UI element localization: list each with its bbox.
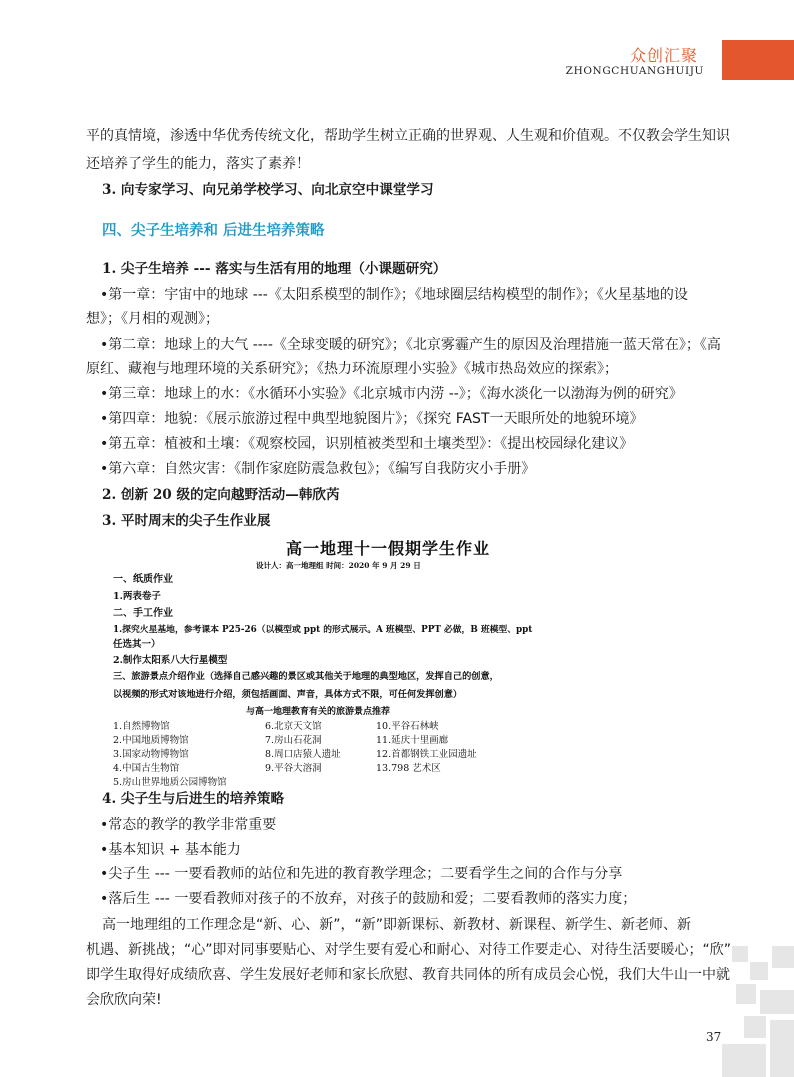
subheading-3: 3. 平时周末的尖子生作业展 bbox=[102, 513, 271, 529]
spot-3: 3.国家动物博物馆 bbox=[113, 749, 189, 760]
subheading-2: 2. 创新 20 级的定向越野活动—韩欣芮 bbox=[102, 487, 340, 503]
spot-13: 13.798 艺术区 bbox=[376, 763, 441, 774]
spot-5: 5.房山世界地质公园博物馆 bbox=[113, 777, 227, 788]
decor-square bbox=[772, 946, 794, 968]
brand-subtitle: ZHONGCHUANGHUIJU bbox=[565, 65, 704, 77]
subheading-4: 4. 尖子生与后进生的培养策略 bbox=[102, 791, 285, 807]
chapter-2-line-b: 原红、藏袍与地理环境的关系研究》；《热力环流原理小实验》《城市热岛效应的探索》； bbox=[86, 361, 618, 377]
intro-line-2: 还培养了学生的能力，落实了素养！ bbox=[86, 156, 310, 172]
spots-table-title: 与高一地理教育有关的旅游景点推荐 bbox=[246, 707, 391, 717]
decor-square bbox=[750, 962, 768, 980]
chapter-5: •第五章：植被和土壤：《观察校园，识别植被类型和土壤类型》：《提出校园绿化建议》 bbox=[100, 436, 634, 452]
chapter-2-line-a: •第二章：地球上的大气 ----《全球变暖的研究》；《北京雾霾产生的原因及治理措施一蓝天常在》；《高 bbox=[100, 337, 721, 353]
homework-title: 高一地理十一假期学生作业 bbox=[286, 539, 491, 558]
page-number: 37 bbox=[706, 1030, 722, 1044]
spot-2: 2.中国地质博物馆 bbox=[113, 735, 189, 746]
homework-item-2-2: 2.制作太阳系八大行星模型 bbox=[113, 655, 228, 666]
homework-item-2-line-a: 1.探究火星基地，参考课本 P25-26（以模型或 ppt 的形式展示。A 班模型、PPT 必做，B 班模型、ppt bbox=[113, 625, 533, 635]
strategy-bullet-2: •基本知识 + 基本能力 bbox=[100, 842, 241, 858]
spot-9: 9.平谷大溶洞 bbox=[265, 763, 322, 774]
decor-square bbox=[760, 990, 794, 1014]
intro-line-1: 平的真情境，渗透中华优秀传统文化，帮助学生树立正确的世界观、人生观和价值观。不仅教会学生知识 bbox=[86, 128, 730, 144]
spot-1: 1.自然博物馆 bbox=[113, 721, 170, 732]
closing-paragraph-line-1: 高一地理组的工作理念是“新、心、新”，“新”即新课标、新教材、新课程、新学生、新老师、新 bbox=[102, 917, 692, 933]
closing-paragraph-line-3: 即学生取得好成绩欣喜、学生发展好老师和家长欣慰、教育共同体的所有成员会心悦，我们大牛山一中就 bbox=[86, 967, 730, 983]
strategy-bullet-3: •尖子生 --- 一要看教师的站位和先进的教育教学理念；二要看学生之间的合作与分享 bbox=[100, 866, 623, 882]
homework-section-2: 二、手工作业 bbox=[113, 608, 173, 619]
homework-designer: 设计人：高一地理组 时间：2020 年 9 月 29 日 bbox=[256, 561, 421, 570]
decor-square bbox=[736, 984, 756, 1004]
decor-square bbox=[770, 1020, 794, 1077]
brand-title: 众创汇聚 bbox=[629, 46, 698, 65]
spot-10: 10.平谷石林峡 bbox=[376, 721, 439, 732]
spot-6: 6.北京天文馆 bbox=[265, 721, 322, 732]
spot-11: 11.延庆十里画廊 bbox=[376, 735, 449, 746]
heading-3: 3. 向专家学习、向兄弟学校学习、向北京空中课堂学习 bbox=[102, 182, 434, 198]
strategy-bullet-4: •落后生 --- 一要看教师对孩子的不放弃，对孩子的鼓励和爱；二要看教师的落实力度； bbox=[100, 891, 637, 907]
decor-square bbox=[732, 946, 748, 962]
homework-section-3-line-a: 三、旅游景点介绍作业（选择自己感兴趣的景区或其他关于地理的典型地区，发挥自己的创意， bbox=[113, 671, 499, 682]
subheading-1: 1. 尖子生培养 --- 落实与生活有用的地理（小课题研究） bbox=[102, 261, 447, 277]
chapter-6: •第六章：自然灾害：《制作家庭防震急救包》；《编写自我防灾小手册》 bbox=[100, 461, 536, 477]
chapter-3: •第三章：地球上的水：《水循环小实验》《北京城市内涝 --》；《海水淡化一以渤海为例的研究》 bbox=[100, 386, 683, 402]
chapter-4: •第四章：地貌：《展示旅游过程中典型地貌图片》；《探究 FAST一天眼所处的地貌环境》 bbox=[100, 411, 644, 427]
chapter-1-line-a: •第一章：宇宙中的地球 ---《太阳系模型的制作》；《地球圈层结构模型的制作》；《火星基地的设 bbox=[100, 287, 688, 303]
homework-item-2-line-b: 任选其一） bbox=[113, 639, 161, 650]
homework-scan-image bbox=[110, 536, 650, 786]
spot-8: 8.周口店猿人遗址 bbox=[265, 749, 341, 760]
homework-section-1: 一、纸质作业 bbox=[113, 574, 173, 585]
decor-square bbox=[744, 1016, 766, 1038]
spot-7: 7.房山石花洞 bbox=[265, 735, 322, 746]
header-accent-block bbox=[722, 40, 794, 80]
spot-12: 12.首都钢铁工业园遗址 bbox=[376, 749, 477, 760]
homework-item-1: 1.两表卷子 bbox=[113, 591, 161, 602]
section-4-title: 四、尖子生培养和 后进生培养策略 bbox=[102, 223, 325, 239]
strategy-bullet-1: •常态的教学的教学非常重要 bbox=[100, 817, 277, 833]
decor-square bbox=[722, 1044, 766, 1077]
chapter-1-line-b: 想》；《月相的观测》； bbox=[86, 311, 219, 327]
spot-4: 4.中国古生物馆 bbox=[113, 763, 180, 774]
closing-paragraph-line-2: 机遇、新挑战；“心”即对同事要贴心、对学生要有爱心和耐心、对待工作要走心、对待生活要暖心；“欣” bbox=[86, 942, 732, 958]
homework-section-3-line-b: 以视频的形式对该地进行介绍，须包括画面、声音，具体方式不限，可任何发挥创意） bbox=[113, 689, 463, 700]
closing-paragraph-line-4: 会欣欣向荣! bbox=[86, 992, 162, 1008]
